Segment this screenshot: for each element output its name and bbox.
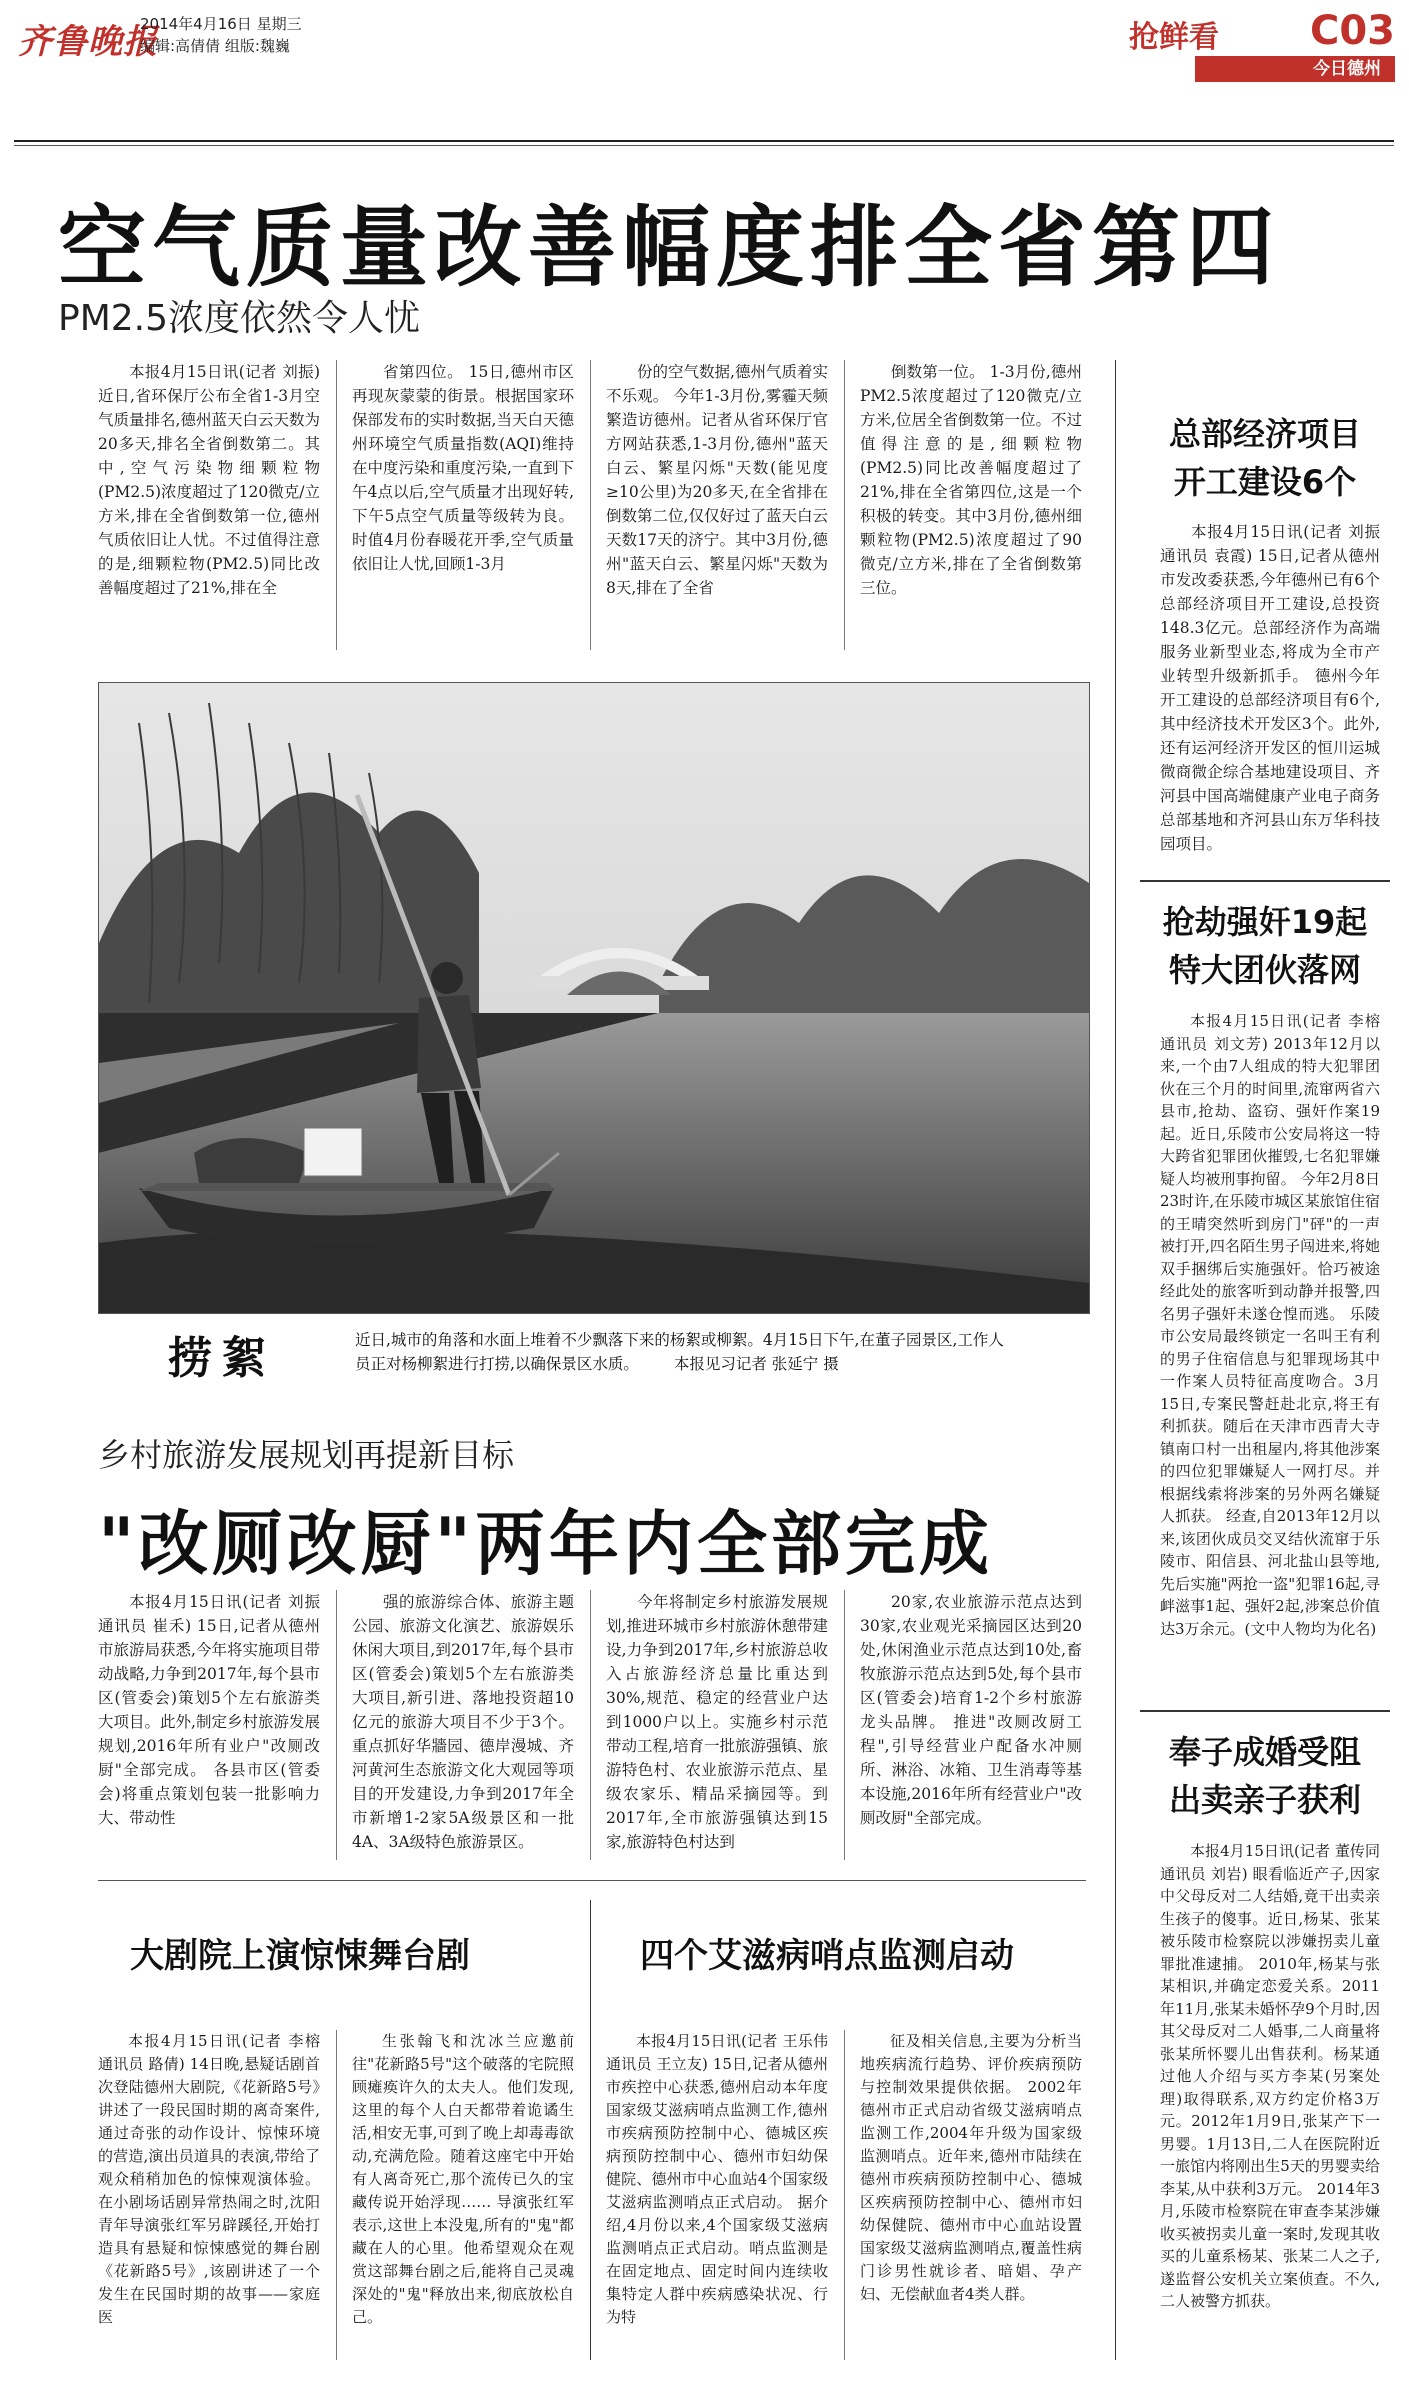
sidebar-1-title: 总部经济项目 开工建设6个: [1168, 415, 1361, 501]
column-rule: [844, 1590, 845, 1860]
second-col-4: 20家,农业旅游示范点达到30家,农业观光采摘园区达到20处,休闲渔业示范点达到10处,畜牧旅游示范点达到5处,每个县市区(管委会)培育1-2个乡村旅游龙头品牌。 推进"改厕改厨工程",引导经营业户配备水冲厕所、淋浴、冰箱、卫生消毒等基本设施,2016年所有经营业户"改厕改厨"全部完成。: [860, 1593, 1083, 1827]
lead-col-4: 倒数第一位。 1-3月份,德州PM2.5浓度超过了120微克/立方米,位居全省倒数第一位。不过值得注意的是,细颗粒物(PM2.5)同比改善幅度超过了21%,排在全省第四位,这是一个积极的转变。其中3月份,德州细颗粒物(PM2.5)浓度超过了90微克/立方米,排在了全省倒数第三位。: [860, 363, 1082, 597]
lead-subhead: PM2.5浓度依然令人忧: [58, 298, 421, 339]
date-line: 2014年4月16日 星期三: [140, 15, 302, 33]
newspaper-logo: 齐鲁晚报: [18, 22, 158, 62]
column-rule: [590, 360, 591, 650]
park-canal-photo: [99, 683, 1089, 1313]
aids-headline: 四个艾滋病哨点监测启动: [640, 1936, 1014, 1976]
sidebar-rule: [1140, 880, 1390, 882]
page-number: C03: [1309, 8, 1395, 54]
sidebar-divider: [1115, 360, 1116, 2360]
theater-col-1: 本报4月15日讯(记者 李榕 通讯员 路倩) 14日晚,悬疑话剧首次登陆德州大剧院,《花新路5号》讲述了一段民国时期的离奇案件,通过奇张的动作设计、惊悚环境的营造,演出员道具的表演,带给了观众稍稍加色的惊悚观演体验。 在小剧场话剧异常热闹之时,沈阳青年导演张红军另辟蹊径,开始打造具有悬疑和惊悚感觉的舞台剧《花新路5号》,该剧讲述了一个发生在民国时期的故事——家庭医: [98, 2032, 320, 2326]
sidebar-2-title: 抢劫强奸19起 特大团伙落网: [1162, 903, 1368, 989]
column-rule: [336, 1590, 337, 1860]
lead-col-1: 本报4月15日讯(记者 刘振) 近日,省环保厅公布全省1-3月空气质量排名,德州蓝天白云天数为20多天,排名全省倒数第二。其中,空气污染物细颗粒物(PM2.5)浓度超过了120微克/立方米,排在全省倒数第一位,德州气质依旧让人忧。不过值得注意的是,细颗粒物(PM2.5)同比改善幅度超过了21%,排在全: [98, 363, 320, 597]
second-col-3: 今年将制定乡村旅游发展规划,推进环城市乡村旅游休憩带建设,力争到2017年,乡村旅游总收入占旅游经济总量比重达到30%,规范、稳定的经营业户达到1000户以上。实施乡村示范带动工程,培育一批旅游强镇、旅游特色村、农业旅游示范点、星级农家乐、精品采摘园等。到2017年,全市旅游强镇达到15家,旅游特色村达到: [606, 1593, 828, 1851]
sidebar-2-body: 本报4月15日讯(记者 李榕 通讯员 刘文芳) 2013年12月以来,一个由7人组成的特大犯罪团伙在三个月的时间里,流窜两省六县市,抢劫、盗窃、强奸作案19起。近日,乐陵市公安局将这一特大跨省犯罪团伙摧毁,七名犯罪嫌疑人均被刑事拘留。 今年2月8日23时许,在乐陵市城区某旅馆住宿的王晴突然听到房门"砰"的一声被打开,四名陌生男子闯进来,将她双手捆绑后实施强奸。恰巧被途经此处的旅客听到动静并报警,四名男子强奸未遂仓惶而逃。 乐陵市公安局最终锁定一名叫王有利的男子住宿信息与犯罪现场其中一作案人员特征高度吻合。3月15日,专案民警赶赴北京,将王有利抓获。随后在天津市西青大寺镇南口村一出租屋内,将其他涉案的四位犯罪嫌疑人一网打尽。并根据线索将涉案的另外两名嫌疑人抓获。 经查,自2013年12月以来,该团伙成员交叉结伙流窜于乐陵市、阳信县、河北盐山县等地,先后实施"两抢一盗"犯罪16起,寻衅滋事1起、强奸2起,涉案总价值达3万余元。(文中人物均为化名): [1160, 1012, 1380, 1638]
aids-col-1: 本报4月15日讯(记者 王乐伟 通讯员 王立友) 15日,记者从德州市疾控中心获悉,德州启动本年度国家级艾滋病哨点监测工作,德州市疾病预防控制中心、德城区疾病预防控制中心、德州市妇幼保健院、德州市中心血站4个国家级艾滋病监测哨点正式启动。 据介绍,4月份以来,4个国家级艾滋病监测哨点正式启动。哨点监测是在固定地点、固定时间内连续收集特定人群中疾病感染状况、行为特: [606, 2032, 828, 2326]
editor-line: 编辑:高倩倩 组版:魏巍: [140, 37, 290, 55]
column-rule: [336, 360, 337, 650]
lead-col-2: 省第四位。 15日,德州市区再现灰蒙蒙的街景。根据国家环保部发布的实时数据,当天白天德州环境空气质量指数(AQI)维持在中度污染和重度污染,一直到下午4点以后,空气质量才出现好转,下午5点空气质量等级转为良。时值4月份春暖花开季,空气质量依旧让人忧,回顾1-3月: [352, 363, 574, 573]
section-band: 今日德州: [1195, 56, 1395, 82]
story-divider: [590, 1900, 591, 2360]
column-rule: [844, 2030, 845, 2360]
photo-credit: 本报见习记者 张延宁 摄: [673, 1355, 839, 1373]
section-label: 抢鲜看: [1129, 20, 1219, 55]
photo-caption: 近日,城市的角落和水面上堆着不少飘落下来的杨絮或柳絮。4月15日下午,在董子园景区,工作人员正对杨柳絮进行打捞,以确保景区水质。 本报见习记者 张延宁 摄: [355, 1331, 1004, 1373]
lead-col-3: 份的空气数据,德州气质着实不乐观。 今年1-3月份,雾霾天频繁造访德州。记者从省环保厅官方网站获悉,1-3月份,德州"蓝天白云、繁星闪烁"天数(能见度≥10公里)为20多天,在全省排在倒数第二位,仅仅好过了蓝天白云天数17天的济宁。其中3月份,德州"蓝天白云、繁星闪烁"天数为8天,排在了全省: [606, 363, 828, 597]
lead-headline: 空气质量改善幅度排全省第四: [58, 196, 1281, 299]
sidebar-rule: [1140, 1710, 1390, 1712]
column-rule: [844, 360, 845, 650]
masthead-rule: [14, 140, 1394, 142]
second-col-1: 本报4月15日讯(记者 刘振 通讯员 崔禾) 15日,记者从德州市旅游局获悉,今年将实施项目带动战略,力争到2017年,每个县市区(管委会)策划5个左右旅游类大项目。此外,制定乡村旅游发展规划,2016年所有业户"改厕改厨"全部完成。 各县市区(管委会)将重点策划包装一批影响力大、带动性: [98, 1593, 320, 1827]
photo-title: 捞絮: [168, 1333, 276, 1384]
story-rule: [98, 1880, 1086, 1881]
theater-headline: 大剧院上演惊悚舞台剧: [130, 1936, 470, 1976]
masthead-rule-thin: [14, 145, 1394, 146]
sidebar-3-body: 本报4月15日讯(记者 董传同 通讯员 刘岩) 眼看临近产子,因家中父母反对二人结婚,竟干出卖亲生孩子的傻事。近日,杨某、张某被乐陵市检察院以涉嫌拐卖儿童罪批准逮捕。 2010年,杨某与张某相识,并确定恋爱关系。2011年11月,张某未婚怀孕9个月时,因其父母反对二人婚事,二人商量将张某所怀婴儿出售获利。杨某通过他人介绍与买方李某(另案处理)取得联系,双方约定价格3万元。2012年1月9日,张某产下一男婴。1月13日,二人在医院附近一旅馆内将刚出生5天的男婴卖给李某,从中获利3万元。 2014年3月,乐陵市检察院在审查李某涉嫌收买被拐卖儿童一案时,发现其收买的儿童系杨某、张某二人之子,遂监督公安机关立案侦查。不久,二人被警方抓获。: [1160, 1842, 1380, 2310]
sidebar-1-body: 本报4月15日讯(记者 刘振 通讯员 袁霞) 15日,记者从德州市发改委获悉,今年德州已有6个总部经济项目开工建设,总投资148.3亿元。总部经济作为高端服务业新型业态,将成为全市产业转型升级新抓手。 德州今年开工建设的总部经济项目有6个,其中经济技术开发区3个。此外,还有运河经济开发区的恒川运城微商微企综合基地建设项目、齐河县中国高端健康产业电子商务总部基地和齐河县山东万华科技园项目。: [1160, 523, 1380, 853]
aids-col-2: 征及相关信息,主要为分析当地疾病流行趋势、评价疾病预防与控制效果提供依据。 2002年德州市正式启动省级艾滋病哨点监测工作,2004年升级为国家级监测哨点。近年来,德州市陆续在德州市疾病预防控制中心、德城区疾病预防控制中心、德州市妇幼保健院、德州市中心血站设置国家级艾滋病监测哨点,覆盖性病门诊男性就诊者、暗娼、孕产妇、无偿献血者4类人群。: [860, 2032, 1082, 2303]
second-kicker: 乡村旅游发展规划再提新目标: [98, 1436, 515, 1474]
column-rule: [336, 2030, 337, 2360]
column-rule: [590, 1590, 591, 1860]
news-photo: [98, 682, 1090, 1314]
theater-col-2: 生张翰飞和沈冰兰应邀前往"花新路5号"这个破落的宅院照顾瘫痪许久的太夫人。他们发现,这里的每个人白天都带着诡谲生活,相安无事,可到了晚上却毒毒欲动,充满危险。随着这座宅中开始有人离奇死亡,那个流传已久的宝藏传说开始浮现…… 导演张红军表示,这世上本没鬼,所有的"鬼"都藏在人的心里。他希望观众在观赏这部舞台剧之后,能将自己灵魂深处的"鬼"释放出来,彻底放松自己。: [352, 2032, 574, 2326]
second-col-2: 强的旅游综合体、旅游主题公园、旅游文化演艺、旅游娱乐休闲大项目,到2017年,每个县市区(管委会)策划5个左右旅游类大项目,新引进、落地投资超10亿元的旅游大项目不少于3个。重点抓好华牆园、德岸漫城、齐河黄河生态旅游文化大观园等项目的开发建设,力争到2017年全市新增1-2家5A级景区和一批4A、3A级特色旅游景区。: [352, 1593, 574, 1851]
second-headline: "改厕改厨"两年内全部完成: [98, 1503, 993, 1585]
sidebar-3-title: 奉子成婚受阻 出卖亲子获利: [1168, 1733, 1361, 1819]
